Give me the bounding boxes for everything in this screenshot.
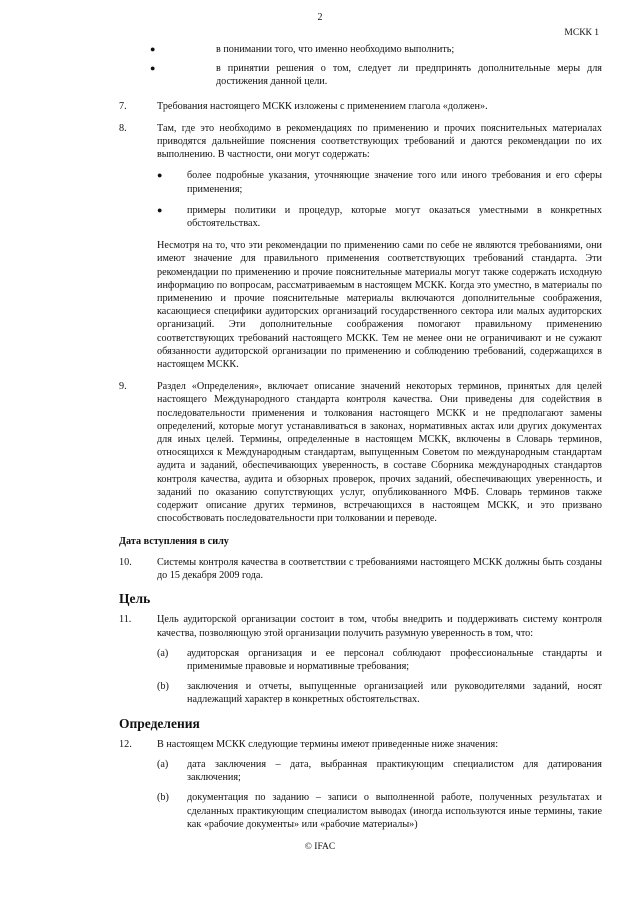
item-letter: (a) xyxy=(157,758,169,770)
item-text: дата заключения – дата, выбранная практикующим специалистом для датирования заключения; xyxy=(187,758,602,784)
page-number: 2 xyxy=(317,12,323,23)
page-content xyxy=(119,43,602,840)
objective-heading: Цель xyxy=(119,591,151,607)
paragraph-9 xyxy=(119,380,602,525)
paragraph-number: 8. xyxy=(119,122,127,134)
document-code: МСКК 1 xyxy=(564,28,599,38)
item-text: аудиторская организация и ее персонал соблюдают профессиональные стандарты и применимые правовые и нормативные требования; xyxy=(187,647,602,672)
application-note: Несмотря на то, что эти рекомендации по применению сами по себе не являются требованиями, они имеют значение для правильного применения соответствующих требований стандарта. Эти рекомендации по применению и прочие пояснительные материалы могут также содержать исходную информацию по вопросам, рассматриваемым в настоящем МСКК. Когда это уместно, в материалы по применению и прочие пояснительные материалы включаются дополнительные соображения, касающиеся специфики аудиторских организаций государственного сектора или малых аудиторских организаций. Эти дополнительные соображения помогают правильному применению соответствующих требований настоящего МСКК. Тем не менее они не ограничивают и не сужают обязанности аудиторской организации по применению и соблюдению требований, содержащихся в настоящем МСКК. xyxy=(157,240,602,371)
effective-date-heading: Дата вступления в силу xyxy=(119,535,229,547)
top-bullet-item xyxy=(117,43,602,56)
list-item xyxy=(157,204,602,230)
paragraph-number: 9. xyxy=(119,381,127,393)
bullet-text: в понимании того, что именно необходимо выполнить; xyxy=(216,44,455,55)
paragraph-10 xyxy=(119,556,602,582)
item-letter: (b) xyxy=(157,792,169,804)
bullet-icon: ● xyxy=(157,170,163,181)
paragraph-text: Там, где это необходимо в рекомендациях по применению и прочих пояснительных материалах приводятся дальнейшие пояснения соответствующих требований и даются рекомендации по их выполнению. В частности, они могут содержать: xyxy=(157,122,602,161)
paragraph-number: 10. xyxy=(119,556,132,568)
copyright-footer: © IFAC xyxy=(304,842,336,852)
bullet-text: более подробные указания, уточняющие значение того или иного требования и его сферы применения; xyxy=(187,170,602,195)
paragraph-12 xyxy=(119,738,602,831)
paragraph-text: Раздел «Определения», включает описание значений некоторых терминов, принятых для целей настоящего Международного стандарта контроля качества. Они приведены для содействия в последовательности применения и толкования настоящего МСКК и не предполагают замены определений, которые могут устанавливаться в законах, нормативных актах или других документах для иных целей. Термины, определенные в настоящем МСКК, включены в Словарь терминов, относящихся к Международным стандартам, выпущенным Советом по международным стандартам аудита и заданий, обеспечивающих уверенность, в составе Сборника международных стандартов контроля качества, аудита и обзорных проверок, прочих заданий, обеспечивающих уверенность, и заданий по оказанию сопутствующих услуг, опубликованного МФБ. Словарь терминов также содержит описание других терминов, встречающихся в настоящем МСКК, и это призвано способствовать последовательности при толковании и переводе. xyxy=(157,381,602,525)
paragraph-11 xyxy=(119,613,602,706)
list-item xyxy=(157,680,602,706)
paragraph-7 xyxy=(119,100,602,113)
item-text: заключения и отчеты, выпущенные организацией или руководителями заданий, носят надлежащий характер в конкретных обстоятельствах. xyxy=(187,681,602,706)
top-bullet-item xyxy=(117,62,602,88)
bullet-icon: ● xyxy=(150,44,156,54)
bullet-icon: ● xyxy=(157,204,163,215)
paragraph-text: В настоящем МСКК следующие термины имеют приведенные ниже значения: xyxy=(157,738,499,750)
list-item xyxy=(157,791,602,831)
paragraph-8 xyxy=(119,122,602,371)
item-letter: (a) xyxy=(157,647,169,659)
paragraph-text: Системы контроля качества в соответствии с требованиями настоящего МСКК должны быть созданы до 15 декабря 2009 года. xyxy=(157,556,602,581)
paragraph-text: Требования настоящего МСКК изложены с применением глагола «должен». xyxy=(157,100,488,112)
list-item xyxy=(157,758,602,784)
bullet-icon: ● xyxy=(150,63,156,74)
paragraph-number: 12. xyxy=(119,738,132,750)
definitions-heading: Определения xyxy=(119,715,200,731)
paragraph-number: 7. xyxy=(119,100,127,112)
item-letter: (b) xyxy=(157,681,169,693)
list-item xyxy=(157,647,602,673)
paragraph-number: 11. xyxy=(119,614,132,626)
paragraph-text: Цель аудиторской организации состоит в том, чтобы внедрить и поддерживать систему контроля качества, позволяющую этой организации получить разумную уверенность в том, что: xyxy=(157,614,602,639)
list-item xyxy=(157,169,602,195)
bullet-text: в принятии решения о том, следует ли предпринять дополнительные меры для достижения данной цели. xyxy=(216,63,602,88)
bullet-text: примеры политики и процедур, которые могут оказаться уместными в конкретных обстоятельствах. xyxy=(187,204,602,230)
item-text: документация по заданию – записи о выполненной работе, полученных результатах и сделанных практикующим специалистом выводах (иногда используются иные термины, такие как «рабочие документы» или «рабочие материалы») xyxy=(187,792,602,830)
